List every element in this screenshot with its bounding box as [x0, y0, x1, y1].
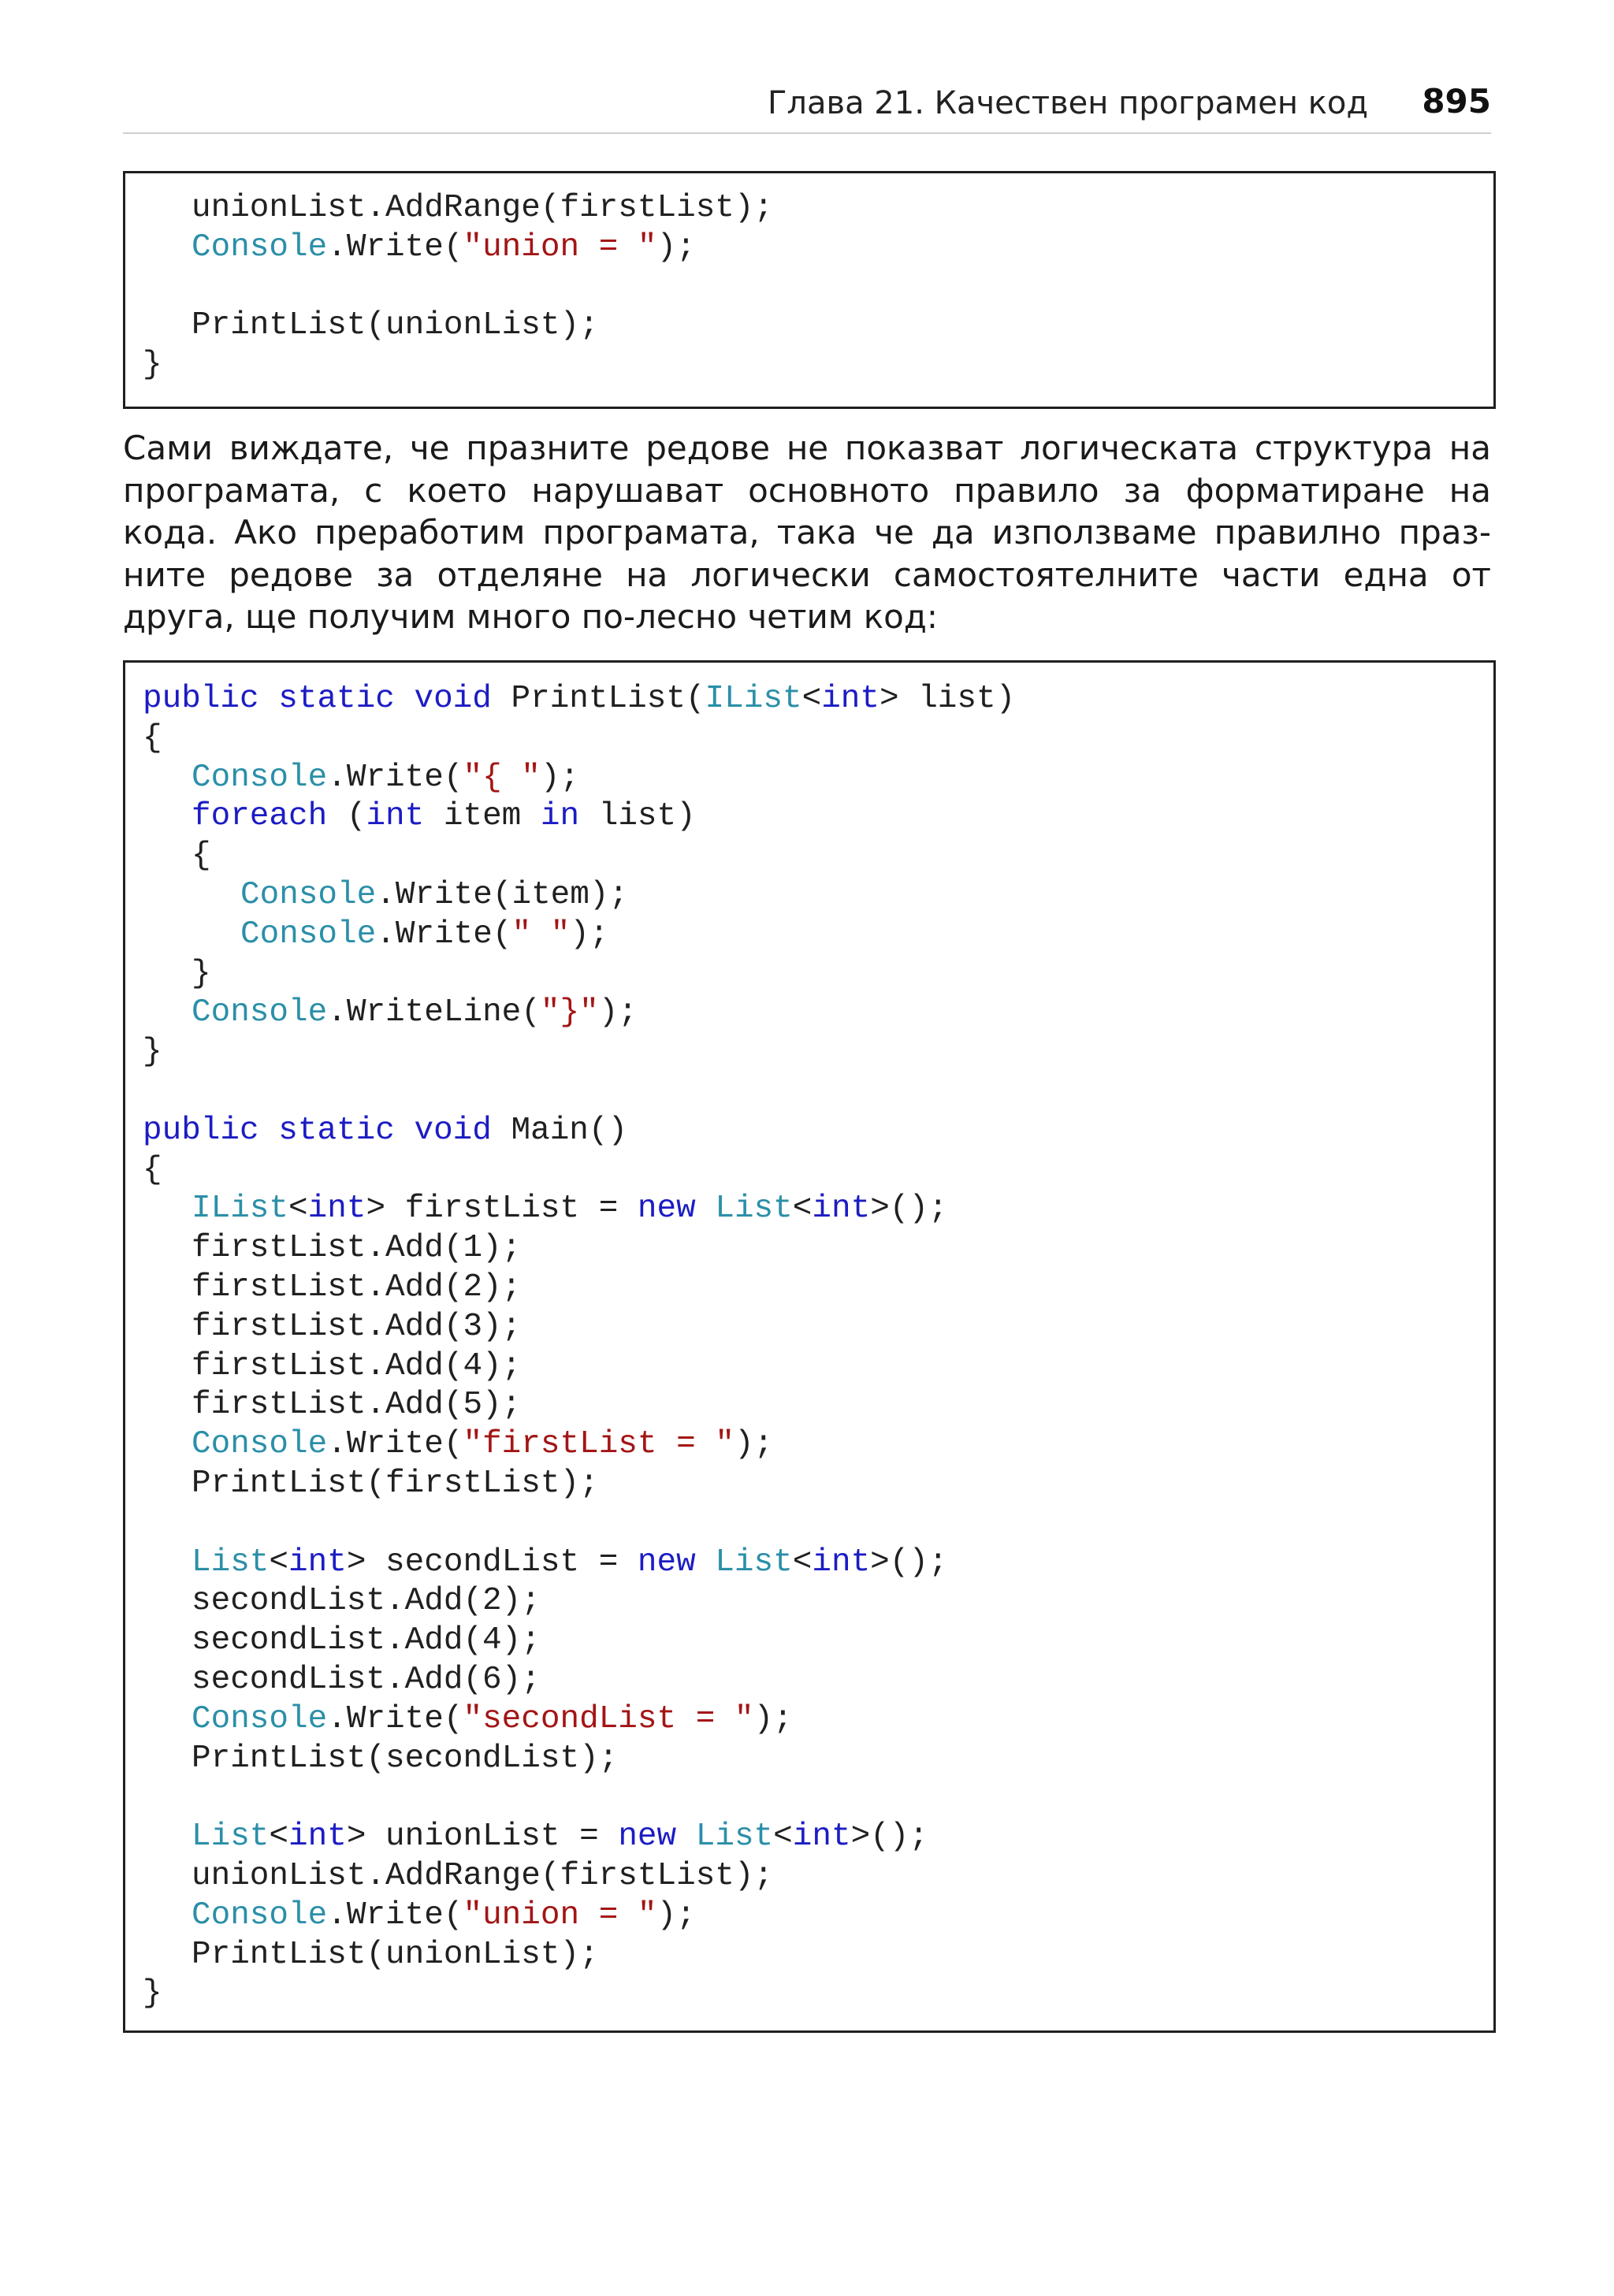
code-line: unionList.AddRange(firstList); — [192, 1857, 774, 1894]
code-line-blank — [143, 1072, 1476, 1112]
code-line: PrintList(firstList); — [192, 1465, 599, 1502]
code-line: PrintList(unionList); — [192, 1936, 599, 1973]
code-line: secondList.Add(4); — [192, 1622, 541, 1659]
body-paragraph — [123, 427, 1491, 638]
code-line: firstList.Add(3); — [192, 1308, 522, 1345]
code-block-top — [123, 171, 1496, 409]
code-line: Console.Write("{ "); — [192, 759, 580, 796]
paragraph-line: кода. Ако преработим програмата, така че да използваме правилно праз- — [123, 513, 1491, 552]
code-line: unionList.AddRange(firstList); — [192, 190, 774, 226]
code-line: { — [192, 838, 211, 875]
code-line: secondList.Add(6); — [192, 1661, 541, 1698]
code-line: Console.Write("secondList = "); — [192, 1700, 793, 1737]
page-header — [123, 77, 1491, 134]
code-line: } — [192, 955, 211, 992]
paragraph-line: друга, ще получим много по-лесно четим код: — [123, 597, 939, 636]
code-line: IList<int> firstList = new List<int>(); — [192, 1191, 948, 1228]
code-line: firstList.Add(1); — [192, 1230, 522, 1267]
code-line: Console.Write(item); — [240, 876, 629, 913]
code-line: List<int> unionList = new List<int>(); — [192, 1819, 928, 1856]
code-line: { — [143, 719, 162, 756]
chapter-title: Глава 21. Качествен програмен код — [768, 85, 1368, 121]
code-line: Console.WriteLine("}"); — [192, 994, 638, 1031]
code-line: PrintList(unionList); — [192, 307, 599, 344]
code-line: foreach (int item in list) — [192, 798, 696, 835]
code-line-blank — [143, 1504, 1476, 1544]
code-line: firstList.Add(4); — [192, 1347, 522, 1384]
code-line: firstList.Add(2); — [192, 1269, 522, 1306]
code-line: Console.Write("union = "); — [192, 1897, 696, 1934]
code-line: } — [143, 1034, 162, 1071]
code-line: } — [143, 347, 162, 384]
code-line: public static void Main() — [143, 1112, 628, 1149]
code-line: Console.Write(" "); — [240, 916, 609, 953]
page-number: 895 — [1422, 82, 1491, 121]
code-line-blank — [143, 1778, 1476, 1818]
code-block-main — [123, 660, 1496, 2033]
code-line: PrintList(secondList); — [192, 1740, 619, 1777]
code-line: List<int> secondList = new List<int>(); — [192, 1544, 948, 1581]
paragraph-line: програмата, с което нарушават основното правило за форматиране на — [123, 470, 1491, 510]
code-line: { — [143, 1151, 162, 1188]
paragraph-line: Сами виждате, че празните редове не показват логическата структура на — [123, 429, 1491, 467]
code-line-blank — [143, 268, 1476, 307]
paragraph-line: ните редове за отделяне на логически самостоятелните части една от — [123, 555, 1491, 594]
code-line: Console.Write("firstList = "); — [192, 1426, 774, 1463]
code-line: public static void PrintList(IList<int> list) — [143, 681, 1016, 717]
code-line: } — [143, 1975, 162, 2012]
code-line: secondList.Add(2); — [192, 1583, 541, 1620]
code-line: firstList.Add(5); — [192, 1387, 522, 1424]
code-line: Console.Write("union = "); — [192, 228, 696, 266]
